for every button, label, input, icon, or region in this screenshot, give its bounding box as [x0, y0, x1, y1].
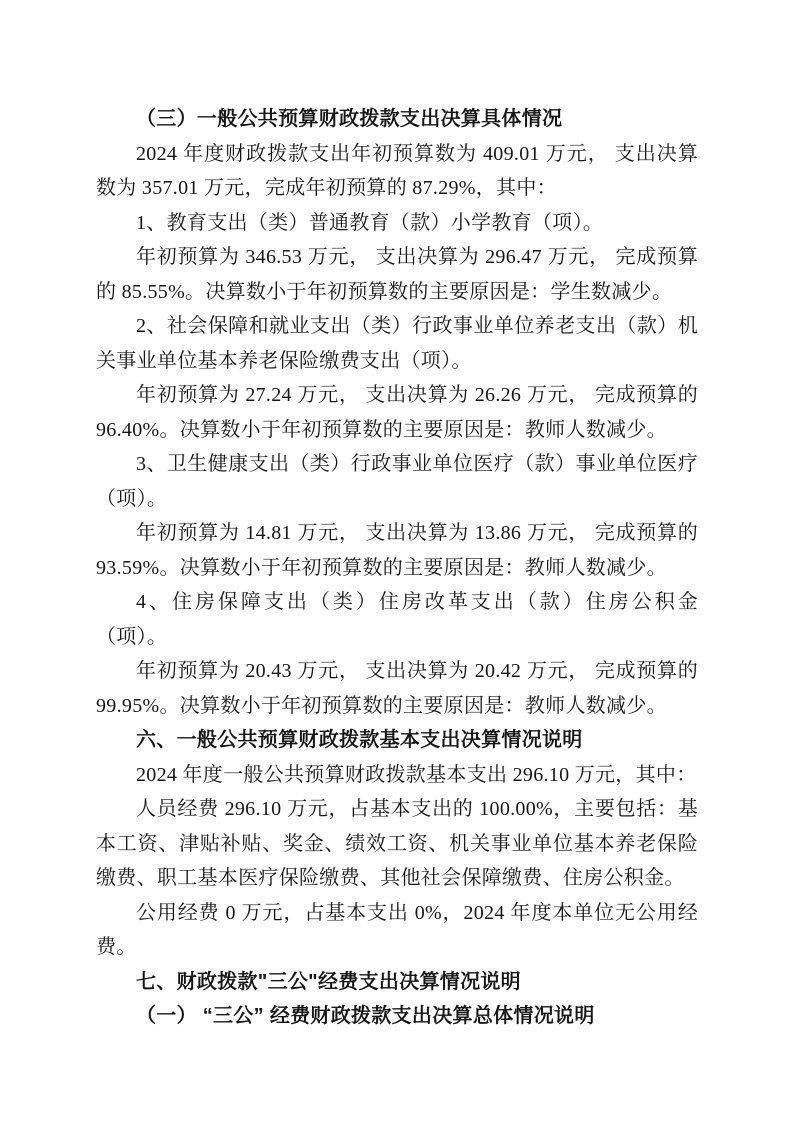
- paragraph: 2、社会保障和就业支出（类）行政事业单位养老支出（款）机关事业单位基本养老保险缴费支出（项）。: [96, 315, 698, 372]
- paragraph: 1、教育支出（类）普通教育（款）小学教育（项）。: [136, 211, 604, 234]
- section-heading: （三）一般公共预算财政拨款支出决算具体情况: [136, 108, 563, 130]
- paragraph: 3、卫生健康支出（类）行政事业单位医疗（款）事业单位医疗（项）。: [96, 453, 698, 510]
- paragraph: 年初预算为 27.24 万元， 支出决算为 26.26 万元， 完成预算的 96.40%。决算数小于年初预算数的主要原因是：教师人数减少。: [96, 384, 698, 441]
- paragraph: 2024 年度一般公共预算财政拨款基本支出 296.10 万元，其中：: [136, 763, 697, 786]
- section-heading: 六、一般公共预算财政拨款基本支出决算情况说明: [136, 729, 583, 751]
- paragraph: 2024 年度财政拨款支出年初预算数为 409.01 万元， 支出决算数为 357.01 万元，完成年初预算的 87.29%，其中：: [96, 142, 698, 199]
- paragraph: 年初预算为 14.81 万元， 支出决算为 13.86 万元， 完成预算的 93.59%。决算数小于年初预算数的主要原因是：教师人数减少。: [96, 522, 698, 579]
- paragraph: 年初预算为 20.43 万元， 支出决算为 20.42 万元， 完成预算的 99.95%。决算数小于年初预算数的主要原因是：教师人数减少。: [96, 660, 698, 717]
- section-heading: （一） “三公” 经费财政拨款支出决算总体情况说明: [136, 1005, 595, 1027]
- document-body: [96, 102, 698, 1034]
- paragraph: 年初预算为 346.53 万元， 支出决算为 296.47 万元， 完成预算的 85.55%。决算数小于年初预算数的主要原因是：学生数减少。: [96, 246, 698, 303]
- paragraph: 人员经费 296.10 万元，占基本支出的 100.00%，主要包括：基本工资、津贴补贴、奖金、绩效工资、机关事业单位基本养老保险缴费、职工基本医疗保险缴费、其他社会保障缴费、住房公积金。: [96, 798, 698, 889]
- paragraph: 公用经费 0 万元，占基本支出 0%，2024 年度本单位无公用经费。: [96, 901, 698, 958]
- paragraph: 4、住房保障支出（类）住房改革支出（款）住房公积金（项）。: [96, 591, 698, 648]
- section-heading: 七、财政拨款"三公"经费支出决算情况说明: [136, 970, 521, 993]
